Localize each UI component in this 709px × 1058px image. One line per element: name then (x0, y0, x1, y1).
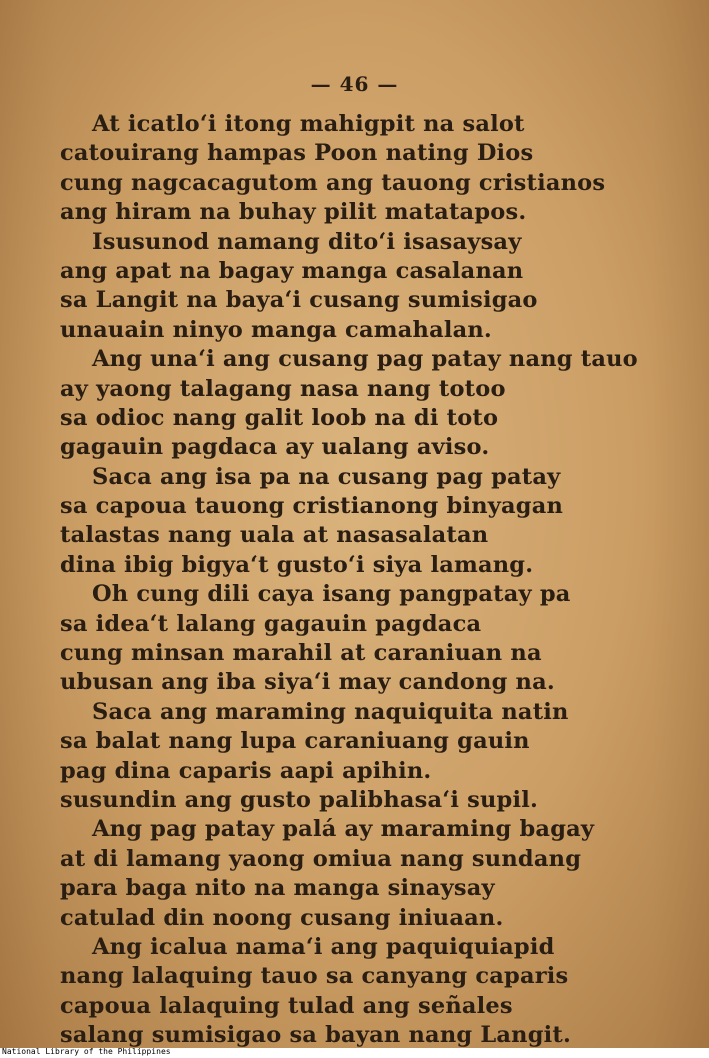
poem-line: pag dina caparis aapi apihin. (60, 757, 432, 784)
poem-line: sa idea‘t lalang gagauin pagdaca (60, 610, 482, 637)
poem-line: capoua lalaquing tulad ang señales (60, 992, 513, 1019)
poem-line: at di lamang yaong omiua nang sundang (60, 845, 582, 872)
poem-line: ang apat na bagay manga casalanan (60, 257, 524, 284)
poem-line: Saca ang maraming naquiquita natin (92, 698, 569, 725)
poem-line: ang hiram na buhay pilit matatapos. (60, 199, 527, 226)
footer-bar (0, 1048, 709, 1058)
poem-line: talastas nang uala at nasasalatan (60, 522, 489, 549)
poem-line: Ang una‘i ang cusang pag patay nang tauo (92, 346, 638, 373)
page-number: — 46 — (310, 72, 399, 96)
poem-line: nang lalaquing tauo sa canyang caparis (60, 963, 569, 990)
poem-line: gagauin pagdaca ay ualang aviso. (60, 434, 490, 461)
poem-line: dina ibig bigya‘t gusto‘i siya lamang. (60, 551, 534, 578)
poem-line: sa balat nang lupa caraniuang gauin (60, 728, 530, 755)
poem-line: susundin ang gusto palibhasa‘i supil. (60, 786, 538, 813)
poem-line: Isusunod namang dito‘i isasaysay (92, 228, 522, 255)
poem-line: Ang icalua nama‘i ang paquiquiapid (92, 933, 555, 960)
poem-line: para baga nito na manga sinaysay (60, 875, 495, 902)
poem-line: Ang pag patay palá ay maraming bagay (92, 816, 595, 843)
poem-line: ay yaong talagang nasa nang totoo (60, 375, 506, 402)
poem-line: sa capoua tauong cristianong binyagan (60, 493, 564, 520)
poem-line: cung nagcacagutom ang tauong cristianos (60, 169, 606, 196)
poem-line: At icatlo‘i itong mahigpit na salot (92, 111, 525, 137)
library-credit: National Library of the Philippines (2, 1047, 171, 1056)
poem-line: sa odioc nang galit loob na di toto (60, 404, 499, 431)
poem-line: salang sumisigao sa bayan nang Langit. (60, 1022, 572, 1049)
poem-line: ubusan ang iba siya‘i may candong na. (60, 669, 555, 696)
poem-line: cung minsan marahil at caraniuan na (60, 640, 542, 667)
poem-text (60, 110, 660, 1051)
poem-line: unauain ninyo manga camahalan. (60, 316, 492, 343)
poem-line: Oh cung dili caya isang pangpatay pa (92, 581, 571, 608)
poem-line: catouirang hampas Poon nating Dios (60, 140, 534, 167)
poem-line: catulad din noong cusang iniuaan. (60, 904, 504, 931)
poem-line: sa Langit na baya‘i cusang sumisigao (60, 287, 538, 314)
poem-line: Saca ang isa pa na cusang pag patay (92, 463, 561, 490)
